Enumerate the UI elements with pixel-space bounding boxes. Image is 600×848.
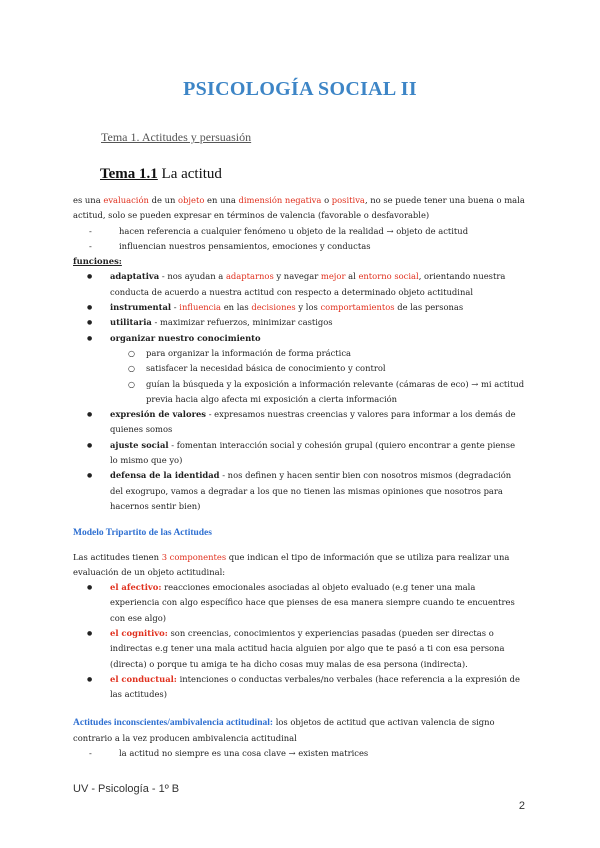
list-item: ● el afectivo: reacciones emocionales asociadas al objeto evaluado (e.g tener una mala experiencia con algo específico hace que pienses de esa manera siempre cuando te encuentres con ese algo) — [73, 580, 525, 626]
list-item: ● expresión de valores - expresamos nuestras creencias y valores para informar a los demás de quienes somos — [73, 407, 525, 438]
list-item: - hacen referencia a cualquier fenómeno u objeto de la realidad → objeto de actitud — [73, 224, 525, 239]
sub-list-item: ○ guían la búsqueda y la exposición a información relevante (cámaras de eco) → mi actitud previa hacia algo afecta mi exposición a cierta información — [73, 377, 525, 408]
list-item: ● el conductual: intenciones o conductas verbales/no verbales (hace referencia a la expresión de las actitudes) — [73, 672, 525, 703]
modelo-intro: Las actitudes tienen 3 componentes que indican el tipo de información que se utiliza para realizar una evaluación de un objeto actitudinal: — [73, 551, 510, 577]
modelo-heading: Modelo Tripartito de las Actitudes — [73, 528, 212, 539]
page-footer: UV - Psicología - 1º B — [73, 783, 180, 795]
list-item: ● el cognitivo: son creencias, conocimientos y experiencias pasadas (pueden ser directas o indirectas e.g tener una mala actitud hacia alguien por algo que te pasó a ti con esa persona (directa) o porque tu amiga te ha dicho cosas muy malas de esa persona (indirecta). — [73, 626, 525, 672]
list-item: ● utilitaria - maximizar refuerzos, minimizar castigos — [73, 315, 525, 330]
list-item: - la actitud no siempre es una cosa clave → existen matrices — [73, 746, 525, 761]
document-body — [73, 193, 525, 761]
list-item: - influencian nuestros pensamientos, emociones y conductas — [73, 239, 525, 254]
list-item: ● ajuste social - fomentan interacción social y cohesión grupal (quiero encontrar a gente piense lo mismo que yo) — [73, 438, 525, 469]
list-item: ● organizar nuestro conocimiento — [73, 331, 525, 346]
inconscientes-paragraph: Actitudes inconscientes/ambivalencia actitudinal: los objetos de actitud que activan valencia de signo contrario a la vez producen ambivalencia actitudinal — [73, 716, 495, 743]
document-title: PSICOLOGÍA SOCIAL II — [183, 78, 417, 100]
page-number: 2 — [518, 800, 525, 812]
tema-heading — [100, 166, 222, 183]
sub-list-item: ○ para organizar la información de forma práctica — [73, 346, 525, 361]
funciones-label: funciones: — [73, 256, 122, 267]
section-subtitle: Tema 1. Actitudes y persuasión — [101, 130, 252, 144]
sub-list-item: ○ satisfacer la necesidad básica de conocimiento y control — [73, 361, 525, 376]
list-item: ● instrumental - influencia en las decisiones y los comportamientos de las personas — [73, 300, 525, 315]
list-item: ● defensa de la identidad - nos definen y hacen sentir bien con nosotros mismos (degradación del exogrupo, vamos a degradar a los que no tienen las mismas opiniones que nosotros para hacernos sentir bien) — [73, 468, 525, 514]
list-item: ● adaptativa - nos ayudan a adaptarnos y navegar mejor al entorno social, orientando nuestra conducta de acuerdo a nuestra actitud con respecto a determinado objeto actitudinal — [73, 269, 525, 300]
intro-paragraph: es una evaluación de un objeto en una dimensión negativa o positiva, no se puede tener una buena o mala actitud, solo se pueden expresar en términos de valencia (favorable o desfavorable) — [73, 195, 525, 221]
tema-name: La actitud — [157, 166, 222, 182]
tema-number: Tema 1.1 — [100, 166, 158, 182]
